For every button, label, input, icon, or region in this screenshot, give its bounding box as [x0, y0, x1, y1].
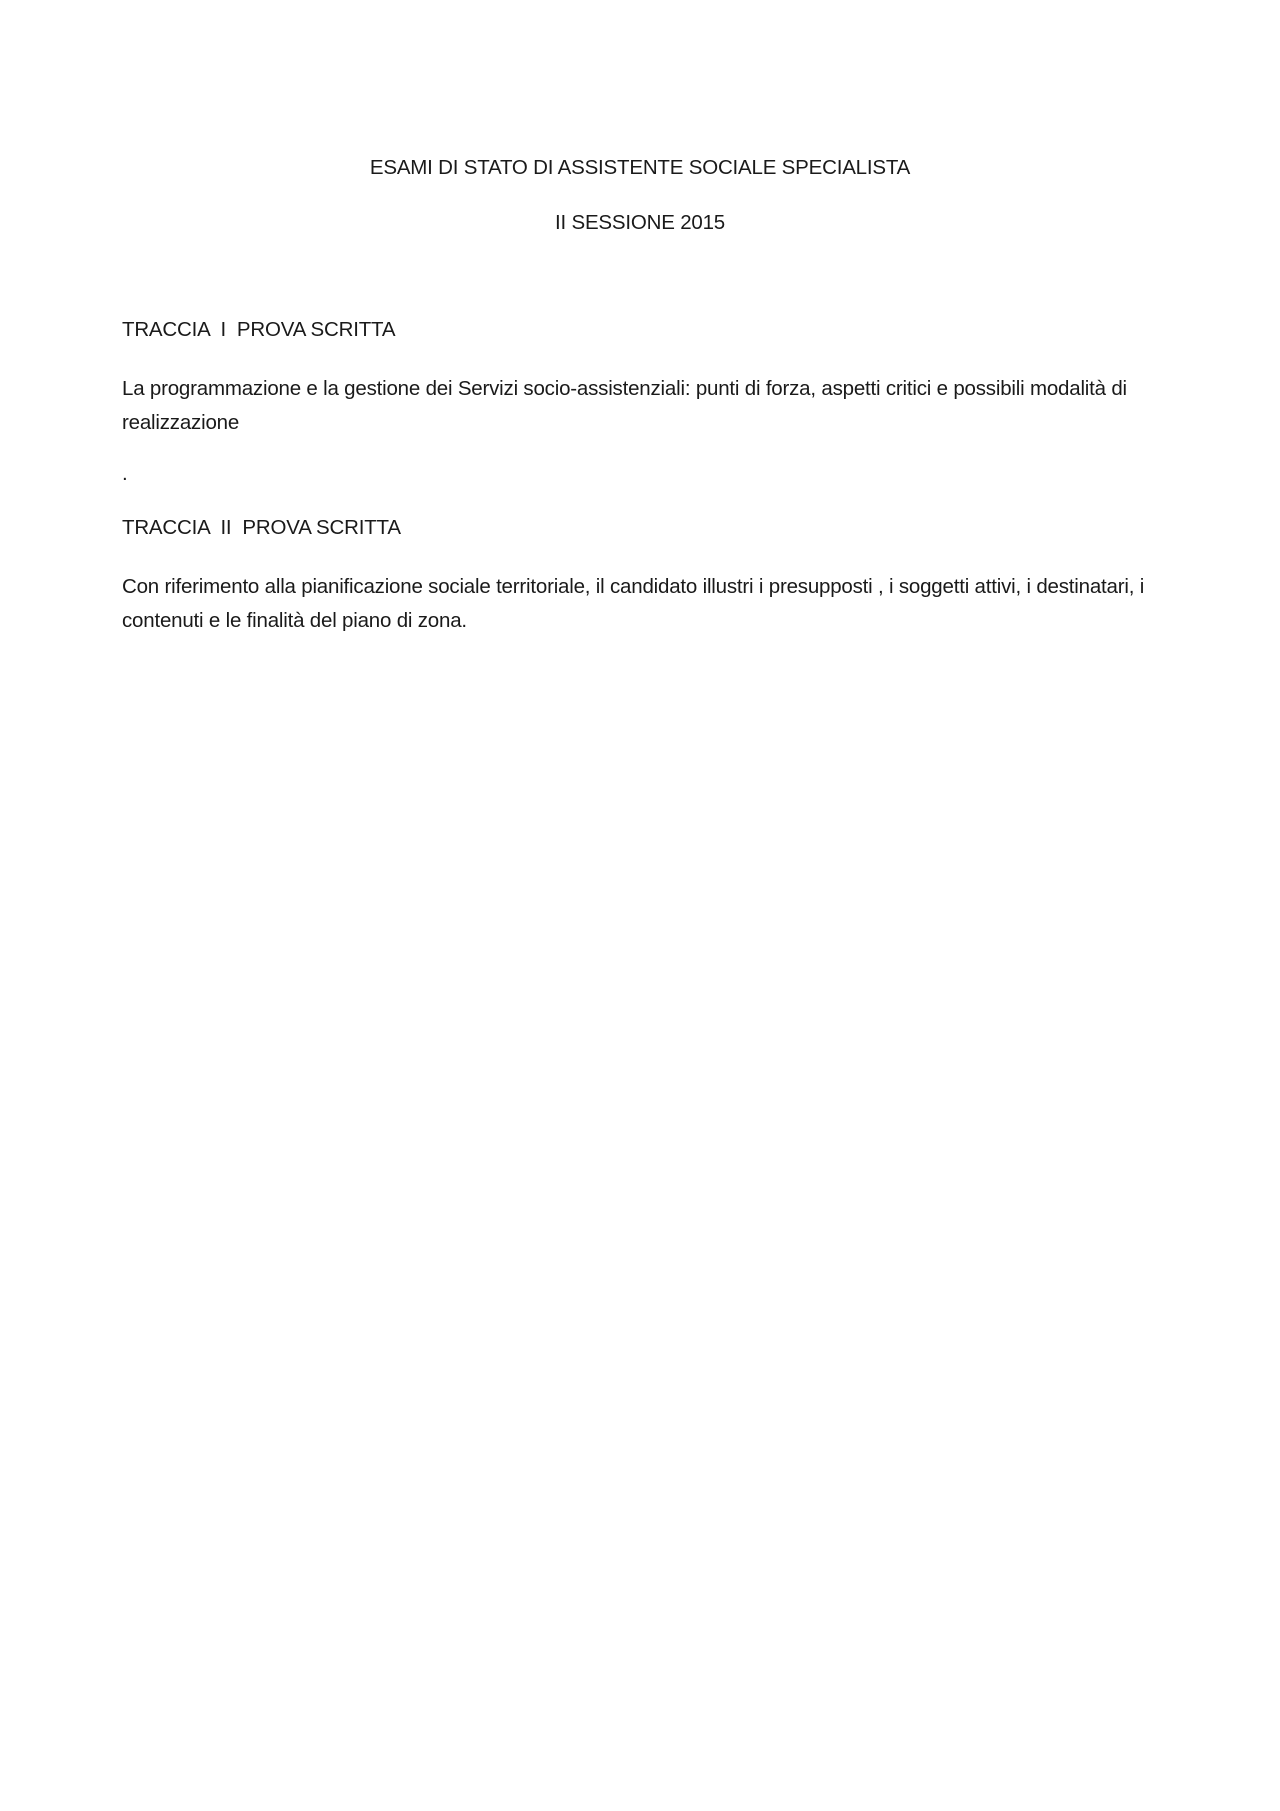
- trace-1-text: La programmazione e la gestione dei Servizi socio-assistenziali: punti di forza, aspetti critici e possibili modalità di realizzazione: [122, 377, 1127, 434]
- trace-1-label: TRACCIA I PROVA SCRITTA: [122, 318, 396, 341]
- trace-2-text: Con riferimento alla pianificazione sociale territoriale, il candidato illustri i presupposti , i soggetti attivi, i destinatari, i contenuti e le finalità del piano di zona.: [122, 575, 1145, 632]
- trace-2-label: TRACCIA II PROVA SCRITTA: [122, 516, 401, 539]
- separator-dot: .: [122, 462, 128, 485]
- document-title: ESAMI DI STATO DI ASSISTENTE SOCIALE SPECIALISTA: [369, 156, 911, 179]
- session-subtitle: II SESSIONE 2015: [555, 211, 725, 234]
